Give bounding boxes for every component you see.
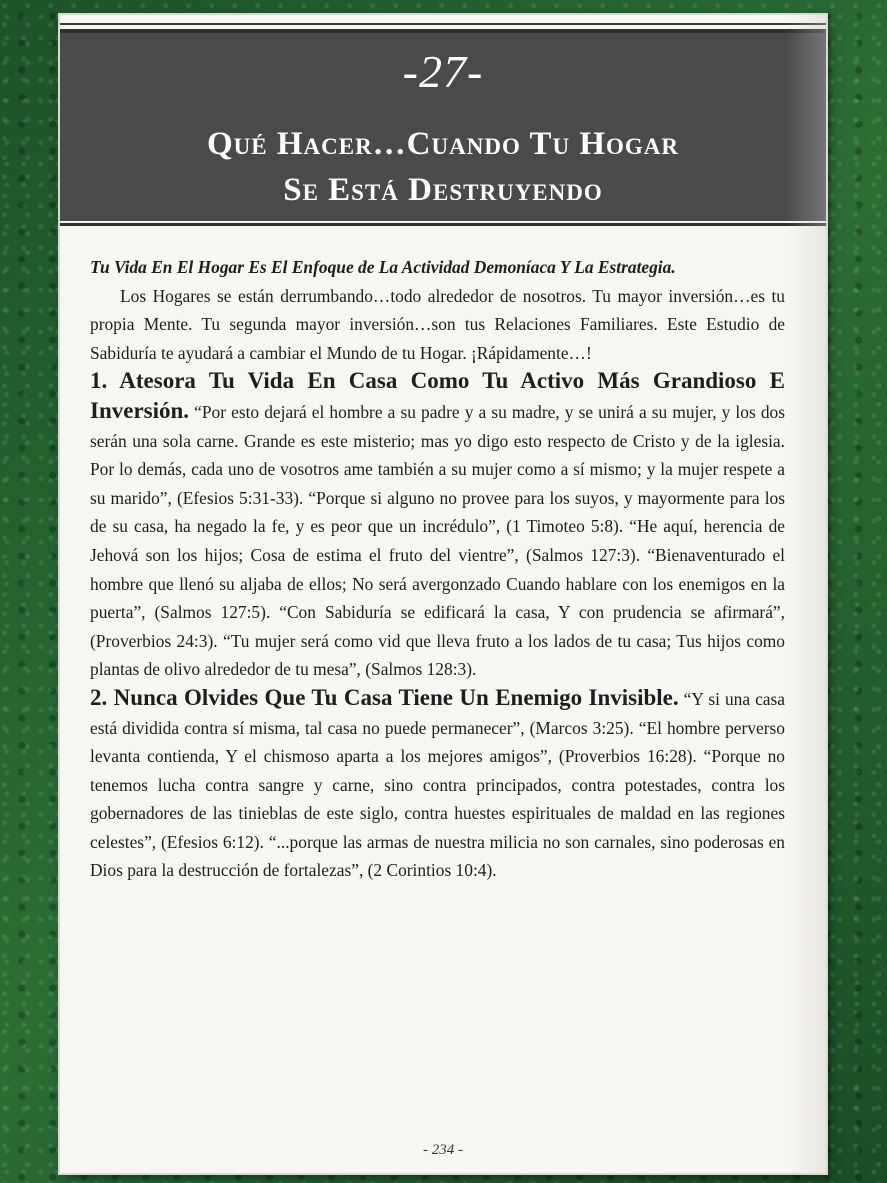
point-2	[90, 684, 785, 885]
chapter-title-line-1: Qué Hacer…Cuando Tu Hogar	[206, 126, 680, 162]
chapter-header-band	[60, 29, 826, 221]
header-bottom-rule	[60, 223, 826, 226]
point-1	[90, 367, 785, 684]
page-body	[90, 253, 785, 885]
intro-paragraph: Los Hogares se están derrumbando…todo alrededor de nosotros. Tu mayor inversión…es tu propia Mente. Tu segunda mayor inversión…son tus Relaciones Familiares. Este Estudio de Sabiduría te ayudará a cambiar el Mundo de tu Hogar. ¡Rápidamente…!	[90, 285, 785, 363]
point-2-heading: 2. Nunca Olvides Que Tu Casa Tiene Un Enemigo Invisible.	[90, 684, 679, 710]
header-top-rule	[60, 23, 826, 25]
point-1-heading: 1. Atesora Tu Vida En Casa Como Tu Activo Más Grandioso E Inversión.	[90, 368, 785, 423]
point-1-text: “Por esto dejará el hombre a su padre y a su madre, y se unirá a su mujer, y los dos serán una sola carne. Grande es este misterio; mas yo digo esto respecto de Cristo y de la iglesia. Por lo demás, cada uno de vosotros ame también a su mujer como a sí mismo; y la mujer respete a su marido”, (Efesios 5:31-33). “Porque si alguno no provee para los suyos, y mayormente para los de su casa, ha negado la fe, y es peor que un incrédulo”, (1 Timoteo 5:8). “He aquí, herencia de Jehová son los hijos; Cosa de estima el fruto del vientre”, (Salmos 127:3). “Bienaventurado el hombre que llenó su aljaba de ellos; No será avergonzado Cuando hablare con los enemigos en la puerta”, (Salmos 127:5). “Con Sabiduría se edificará la casa, Y con prudencia se afirmará”, (Proverbios 24:3). “Tu mujer será como vid que lleva fruto a los lados de tu casa; Tus hijos como plantas de olivo alrededor de tu mesa”, (Salmos 128:3).	[90, 401, 785, 680]
page-number: - 234 -	[423, 1142, 463, 1158]
intro-statement: Tu Vida En El Hogar Es El Enfoque de La Actividad Demoníaca Y La Estrategia.	[90, 257, 676, 277]
point-2-text: “Y si una casa está dividida contra sí misma, tal casa no puede permanecer”, (Marcos 3:25). “El hombre perverso levanta contienda, Y el chismoso aparta a los mejores amigos”, (Proverbios 16:28). “Porque no tenemos lucha contra sangre y carne, sino contra principados, contra potestades, contra los gobernadores de las tinieblas de este siglo, contra huestes espirituales de maldad en las regiones celestes”, (Efesios 6:12). “...porque las armas de nuestra milicia no son carnales, sino poderosas en Dios para la destrucción de fortalezas”, (2 Corintios 10:4).	[90, 688, 785, 881]
book-page	[60, 15, 826, 1173]
chapter-number: -27-	[402, 46, 484, 97]
chapter-title	[60, 121, 826, 213]
chapter-title-line-2: Se Está Destruyendo	[283, 172, 603, 208]
